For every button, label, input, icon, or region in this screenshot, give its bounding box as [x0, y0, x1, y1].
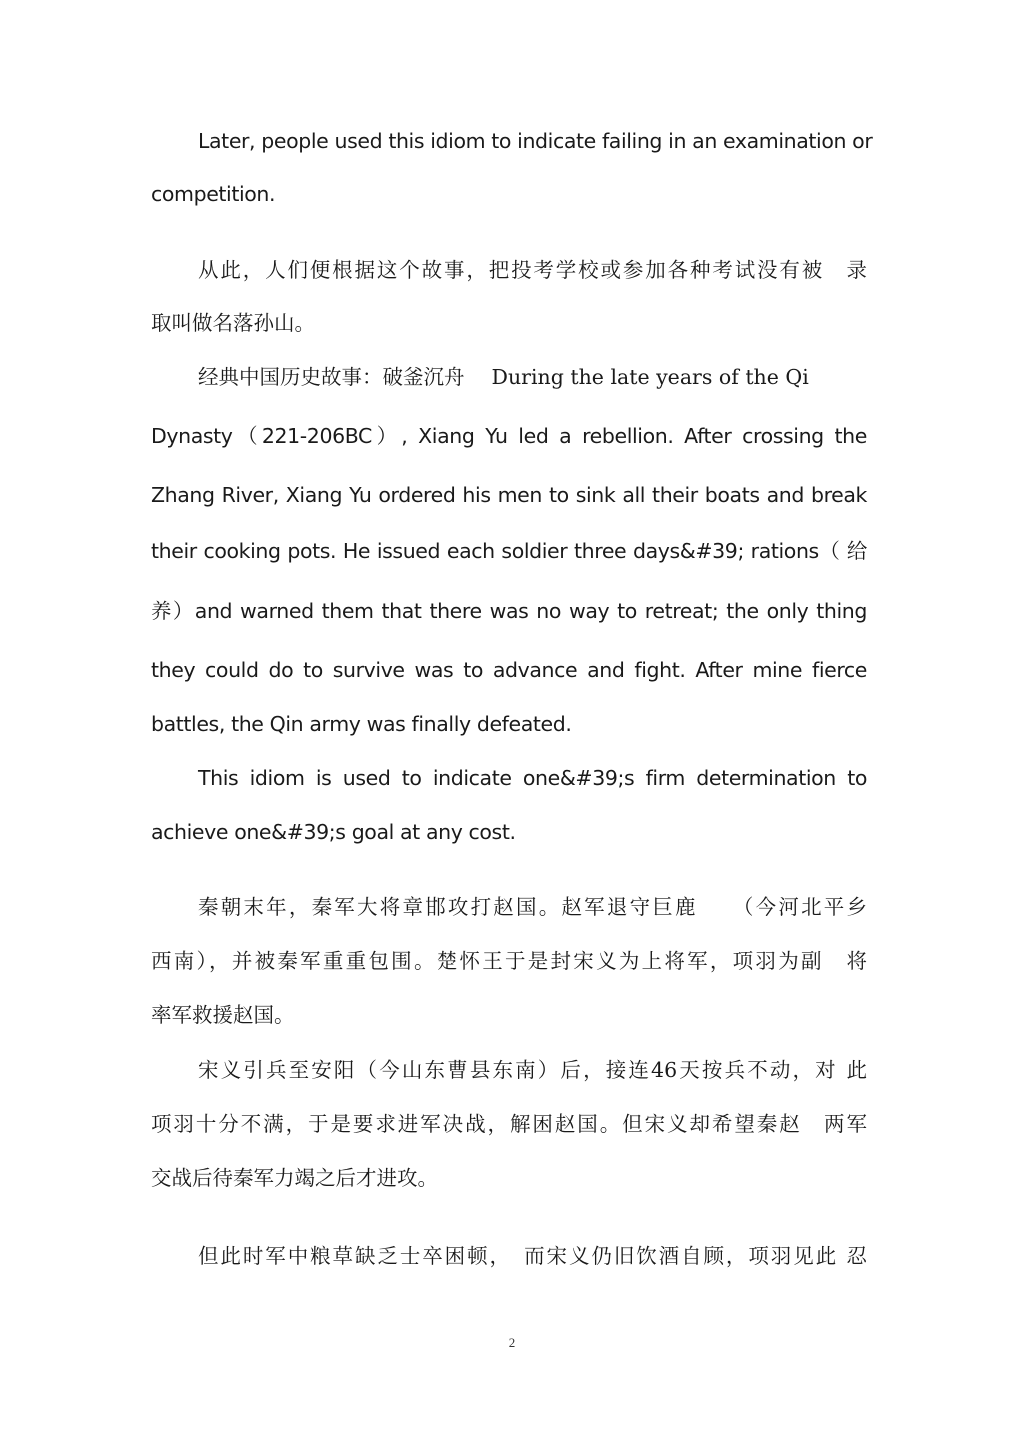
text-line: competition.	[151, 182, 276, 206]
text-line: Zhang River, Xiang Yu ordered his men to sink all their boats and break	[151, 483, 867, 507]
text-line: This idiom is used to indicate one&#39;s firm determination to	[198, 766, 867, 790]
text-line: their cooking pots. He issued each soldier three days&#39; rations（ 给	[151, 539, 867, 563]
text-line: 项羽十分不满，于是要求进军决战，解困赵国。但宋义却希望秦赵 两军	[151, 1112, 867, 1136]
text-line: Later, people used this idiom to indicate failing in an examination or	[198, 129, 873, 153]
page-number: 2	[508, 1335, 516, 1350]
text-line: 经典中国历史故事：破釜沉舟 During the late years of the Qi	[198, 365, 809, 389]
text-line: 秦朝末年，秦军大将章邯攻打赵国。赵军退守巨鹿 （今河北平乡	[198, 895, 867, 919]
text-line: 取叫做名落孙山。	[151, 311, 315, 335]
text-line: 从此，人们便根据这个故事，把投考学校或参加各种考试没有被 录	[198, 258, 867, 282]
text-line: Dynasty（221-206BC）, Xiang Yu led a rebellion. After crossing the	[151, 424, 867, 448]
text-line: they could do to survive was to advance and fight. After mine fierce	[151, 658, 867, 682]
text-line: achieve one&#39;s goal at any cost.	[151, 820, 516, 844]
text-line: battles, the Qin army was finally defeated.	[151, 712, 572, 736]
text-line: 但此时军中粮草缺乏士卒困顿， 而宋义仍旧饮酒自顾，项羽见此 忍	[198, 1244, 867, 1268]
text-line: 交战后待秦军力竭之后才进攻。	[151, 1166, 438, 1190]
text-line: 西南），并被秦军重重包围。楚怀王于是封宋义为上将军，项羽为副 将	[151, 949, 867, 973]
text-line: 宋义引兵至安阳（今山东曹县东南）后，接连46天按兵不动，对 此	[198, 1058, 867, 1082]
text-line: 率军救援赵国。	[151, 1003, 295, 1027]
text-line: 养）and warned them that there was no way to retreat; the only thing	[151, 599, 867, 623]
